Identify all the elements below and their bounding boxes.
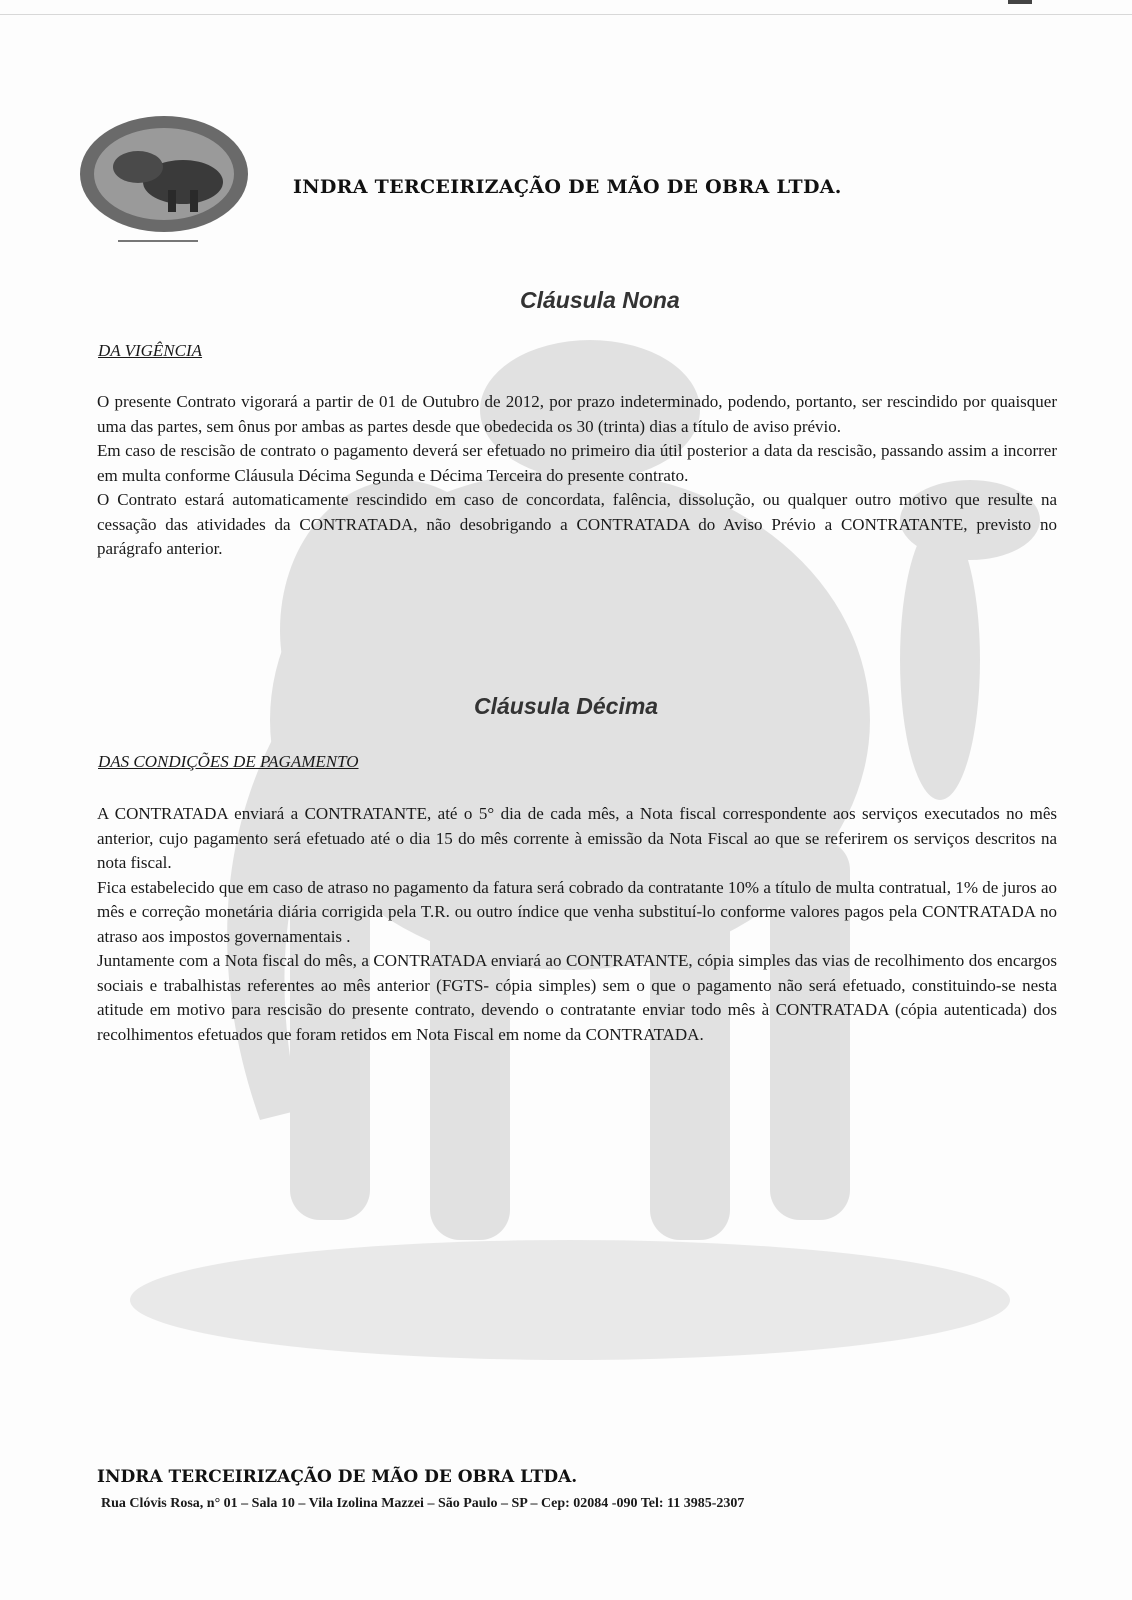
clause-ten-title: Cláusula Décima [474,693,659,719]
clause-ten-body [97,802,1057,1047]
footer-address: Rua Clóvis Rosa, n° 01 – Sala 10 – Vila Izolina Mazzei – São Paulo – SP – Cep: 02084 -090 Tel: 11 3985-2307 [101,1496,745,1511]
clause-ten-heading: DAS CONDIÇÕES DE PAGAMENTO [98,752,359,771]
clause-nine-body [97,390,1057,562]
clause-nine-paragraph: Em caso de rescisão de contrato o pagamento deverá ser efetuado no primeiro dia útil posterior a data da rescisão, passando assim a incorrer em multa conforme Cláusula Décima Segunda e Décima Terceira do presente contrato. [97,441,1057,485]
clause-nine-heading: DA VIGÊNCIA [98,341,203,360]
clause-ten-paragraph: Fica estabelecido que em caso de atraso no pagamento da fatura será cobrado da contratante 10% a título de multa contratual, 1% de juros ao mês e correção monetária diária corrigida pela T.R. ou outro índice que venha substituí-lo conforme valores pagos pela CONTRATADA no atraso aos impostos governamentais . [97,877,1057,946]
clause-nine-paragraph: O presente Contrato vigorará a partir de 01 de Outubro de 2012, por prazo indeterminado, podendo, portanto, ser rescindido por quaisquer uma das partes, sem ônus por ambas as partes desde que obedecida os 30 (trinta) dias a título de aviso prévio. [97,392,1057,436]
elephant-watermark-image [70,160,1070,1420]
header-company-name: INDRA TERCEIRIZAÇÃO DE MÃO DE OBRA LTDA. [293,176,842,198]
scan-edge-line [0,14,1132,15]
clause-nine-title: Cláusula Nona [520,287,680,313]
clause-ten-paragraph: A CONTRATADA enviará a CONTRATANTE, até o 5° dia de cada mês, a Nota fiscal correspondente aos serviços executados no mês anterior, cujo pagamento será efetuado até o dia 15 do mês corrente à emissão da Nota Fiscal ao que se referirem os serviços descritos na nota fiscal. [97,804,1057,872]
scan-mark [1008,0,1032,4]
clause-ten-paragraph: Juntamente com a Nota fiscal do mês, a CONTRATADA enviará ao CONTRATANTE, cópia simples das vias de recolhimento dos encargos sociais e trabalhistas referentes ao mês anterior (FGTS- cópia simples) sem o que o pagamento não será efetuado, constituindo-se nesta atitude em motivo para rescisão do presente contrato, devendo o contratante enviar todo mês à CONTRATADA (cópia autenticada) dos recolhimentos efetuados que foram retidos em Nota Fiscal em nome da CONTRATADA. [97,951,1057,1044]
footer-company-name: INDRA TERCEIRIZAÇÃO DE MÃO DE OBRA LTDA. [97,1467,578,1487]
company-logo-image [78,112,250,250]
clause-nine-paragraph: O Contrato estará automaticamente rescindido em caso de concordata, falência, dissolução, ou qualquer outro motivo que resulte na cessação das atividades da CONTRATADA, não desobrigando a CONTRATADA do Aviso Prévio a CONTRATANTE, previsto no parágrafo anterior. [97,490,1057,558]
